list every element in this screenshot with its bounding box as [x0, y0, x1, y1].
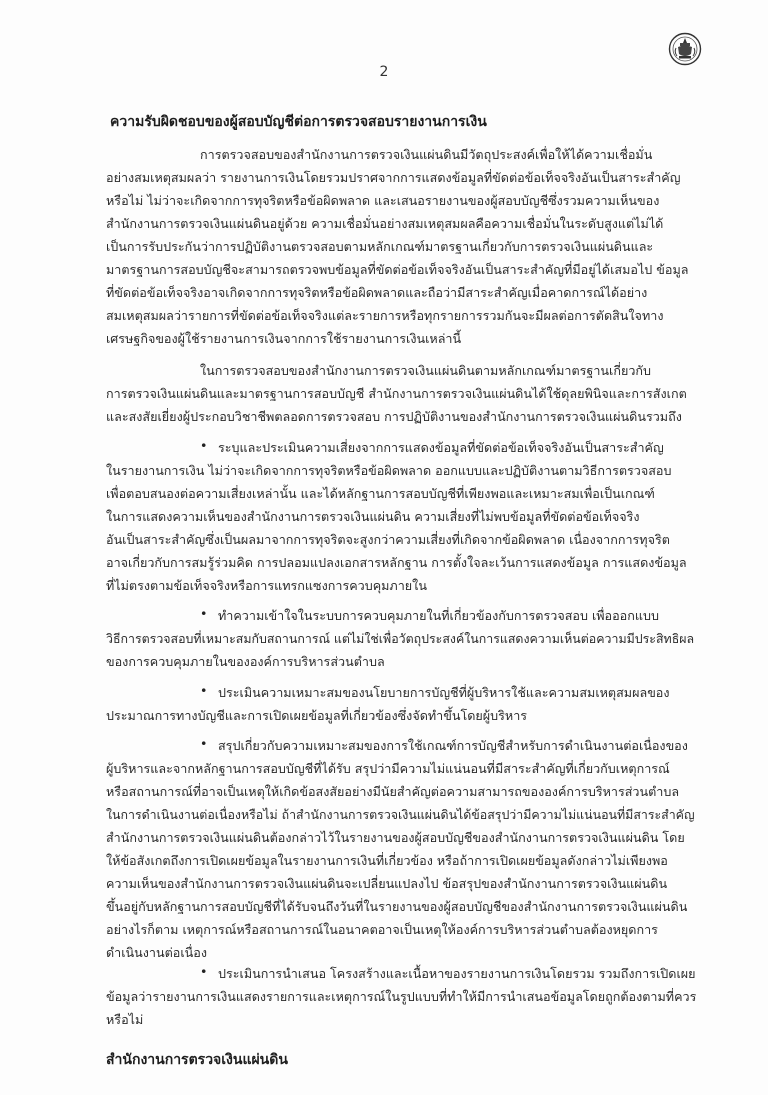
paragraph-line: สมเหตุสมผลว่ารายการที่ขัดต่อข้อเท็จจริงแต่ละรายการหรือทุกรายการรวมกันจะมีผลต่อการตัดสินใจทาง: [106, 308, 664, 323]
bullet-line: ที่ไม่ตรงตามข้อเท็จจริงหรือการแทรกแซงการควบคุมภายใน: [106, 578, 427, 593]
paragraph-line: เป็นการรับประกันว่าการปฏิบัติงานตรวจสอบตามหลักเกณฑ์มาตรฐานเกี่ยวกับการตรวจเงินแผ่นดินและ: [106, 239, 654, 254]
bullet-line: ประมาณการทางบัญชีและการเปิดเผยข้อมูลที่เกี่ยวข้องซึ่งจัดทำขึ้นโดยผู้บริหาร: [106, 708, 528, 723]
page-number: 2: [379, 64, 389, 80]
bullet-line: อันเป็นสาระสำคัญซึ่งเป็นผลมาจากการทุจริตจะสูงกว่าความเสี่ยงที่เกิดจากข้อผิดพลาด เนื่องจากการทุจริต: [106, 532, 670, 547]
paragraph-line: การตรวจเงินแผ่นดินและมาตรฐานการสอบบัญชี สำนักงานการตรวจเงินแผ่นดินได้ใช้ดุลยพินิจและการสังเกต: [106, 386, 687, 401]
paragraph-line: การตรวจสอบของสำนักงานการตรวจเงินแผ่นดินมีวัตถุประสงค์เพื่อให้ได้ความเชื่อมั่น: [200, 147, 653, 162]
bullet-line: ข้อมูลว่ารายงานการเงินแสดงรายการและเหตุการณ์ในรูปแบบที่ทำให้มีการนำเสนอข้อมูลโดยถูกต้องตามที่ควร: [106, 989, 697, 1004]
paragraph-line: อย่างสมเหตุสมผลว่า รายงานการเงินโดยรวมปราศจากการแสดงข้อมูลที่ขัดต่อข้อเท็จจริงอันเป็นสาระสำคัญ: [106, 170, 681, 185]
paragraph-line: สำนักงานการตรวจเงินแผ่นดินอยู่ด้วย ความเชื่อมั่นอย่างสมเหตุสมผลคือความเชื่อมั่นในระดับสูงแต่ไม่ได้: [106, 216, 664, 231]
bullet-icon: •: [200, 964, 208, 979]
bullet-icon: •: [200, 736, 208, 751]
royal-emblem-seal-icon: [668, 32, 702, 66]
footer-title: สำนักงานการตรวจเงินแผ่นดิน: [106, 1052, 288, 1068]
bullet-line: ผู้บริหารและจากหลักฐานการสอบบัญชีที่ได้รับ สรุปว่ามีความไม่แน่นอนที่มีสาระสำคัญที่เกี่ยวกับเหตุการณ์: [106, 761, 670, 776]
bullet-line: ความเห็นของสำนักงานการตรวจเงินแผ่นดินจะเปลี่ยนแปลงไป ข้อสรุปของสำนักงานการตรวจเงินแผ่นดิน: [106, 876, 668, 891]
paragraph-line: เศรษฐกิจของผู้ใช้รายงานการเงินจากการใช้รายงานการเงินเหล่านี้: [106, 331, 462, 346]
paragraph-line: และสงสัยเยี่ยงผู้ประกอบวิชาชีพตลอดการตรวจสอบ การปฏิบัติงานของสำนักงานการตรวจเงินแผ่นดินรวมถึง: [106, 409, 682, 424]
bullet-line: ในการแสดงความเห็นของสำนักงานการตรวจเงินแผ่นดิน ความเสี่ยงที่ไม่พบข้อมูลที่ขัดต่อข้อเท็จจริง: [106, 509, 640, 524]
bullet-line: ในการดำเนินงานต่อเนื่องหรือไม่ ถ้าสำนักงานการตรวจเงินแผ่นดินได้ข้อสรุปว่ามีความไม่แน่นอนที่มีสาระสำคัญ: [106, 807, 695, 822]
section-title: ความรับผิดชอบของผู้สอบบัญชีต่อการตรวจสอบรายงานการเงิน: [110, 114, 487, 130]
bullet-icon: •: [200, 683, 208, 698]
bullet-line: ประเมินความเหมาะสมของนโยบายการบัญชีที่ผู้บริหารใช้และความสมเหตุสมผลของ: [218, 685, 670, 700]
bullet-icon: •: [200, 438, 208, 453]
bullet-line: เพื่อตอบสนองต่อความเสี่ยงเหล่านั้น และได้หลักฐานการสอบบัญชีที่เพียงพอและเหมาะสมเพื่อเป็นเกณฑ์: [106, 486, 655, 501]
bullet-line: ในรายงานการเงิน ไม่ว่าจะเกิดจากการทุจริตหรือข้อผิดพลาด ออกแบบและปฏิบัติงานตามวิธีการตรวจสอบ: [106, 463, 672, 478]
bullet-line: ประเมินการนำเสนอ โครงสร้างและเนื้อหาของรายงานการเงินโดยรวม รวมถึงการเปิดเผย: [218, 966, 696, 981]
bullet-line: สรุปเกี่ยวกับความเหมาะสมของการใช้เกณฑ์การบัญชีสำหรับการดำเนินงานต่อเนื่องของ: [218, 738, 688, 753]
bullet-icon: •: [200, 606, 208, 621]
bullet-line: ดำเนินงานต่อเนื่อง: [106, 945, 207, 960]
bullet-line: ทำความเข้าใจในระบบการควบคุมภายในที่เกี่ยวข้องกับการตรวจสอบ เพื่อออกแบบ: [218, 608, 659, 623]
bullet-line: วิธีการตรวจสอบที่เหมาะสมกับสถานการณ์ แต่ไม่ใช่เพื่อวัตถุประสงค์ในการแสดงความเห็นต่อความมีประสิทธิผล: [106, 631, 695, 646]
paragraph-line: ในการตรวจสอบของสำนักงานการตรวจเงินแผ่นดินตามหลักเกณฑ์มาตรฐานเกี่ยวกับ: [200, 363, 652, 378]
paragraph-line: หรือไม่ ไม่ว่าจะเกิดจากการทุจริตหรือข้อผิดพลาด และเสนอรายงานของผู้สอบบัญชีซึ่งรวมความเห็นของ: [106, 193, 660, 208]
paragraph-line: ที่ขัดต่อข้อเท็จจริงอาจเกิดจากการทุจริตหรือข้อผิดพลาดและถือว่ามีสาระสำคัญเมื่อคาดการณ์ได้อย่าง: [106, 285, 648, 300]
paragraph-line: มาตรฐานการสอบบัญชีจะสามารถตรวจพบข้อมูลที่ขัดต่อข้อเท็จจริงอันเป็นสาระสำคัญที่มีอยู่ได้เสมอไป ข้อมูล: [106, 262, 689, 277]
bullet-line: หรือสถานการณ์ที่อาจเป็นเหตุให้เกิดข้อสงสัยอย่างมีนัยสำคัญต่อความสามารถขององค์การบริหารส่วนตำบล: [106, 784, 680, 799]
bullet-line: ของการควบคุมภายในขององค์การบริหารส่วนตำบล: [106, 654, 385, 669]
bullet-line: สำนักงานการตรวจเงินแผ่นดินต้องกล่าวไว้ในรายงานของผู้สอบบัญชีของสำนักงานการตรวจเงินแผ่นดิน โดย: [106, 830, 685, 845]
bullet-line: หรือไม่: [106, 1012, 144, 1027]
bullet-line: ให้ข้อสังเกตถึงการเปิดเผยข้อมูลในรายงานการเงินที่เกี่ยวข้อง หรือถ้าการเปิดเผยข้อมูลดังกล่าวไม่เพียงพอ: [106, 853, 668, 868]
bullet-line: ระบุและประเมินความเสี่ยงจากการแสดงข้อมูลที่ขัดต่อข้อเท็จจริงอันเป็นสาระสำคัญ: [218, 440, 664, 455]
bullet-line: อาจเกี่ยวกับการสมรู้ร่วมคิด การปลอมแปลงเอกสารหลักฐาน การตั้งใจละเว้นการแสดงข้อมูล การแสดงข้อมูล: [106, 555, 687, 570]
bullet-line: อย่างไรก็ตาม เหตุการณ์หรือสถานการณ์ในอนาคตอาจเป็นเหตุให้องค์การบริหารส่วนตำบลต้องหยุดการ: [106, 922, 658, 937]
bullet-line: ขึ้นอยู่กับหลักฐานการสอบบัญชีที่ได้รับจนถึงวันที่ในรายงานของผู้สอบบัญชีของสำนักงานการตรวจเงินแผ่นดิน: [106, 899, 688, 914]
